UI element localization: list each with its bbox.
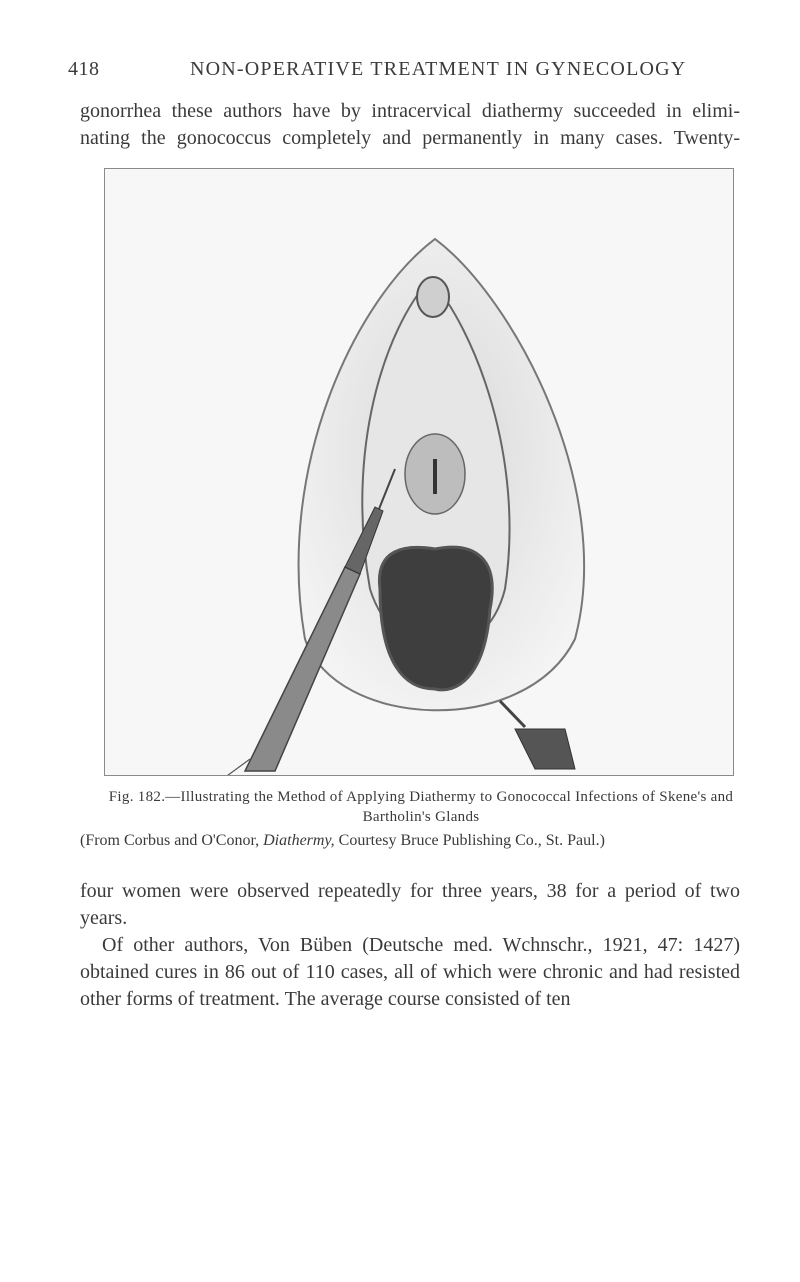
figure-caption: Fig. 182.—Illustrating the Method of Applying Diathermy to Gonococcal Infections of Skene's and Bartholin's Glands: [108, 789, 734, 825]
page-number: 418: [68, 58, 100, 80]
anatomical-drawing: [105, 169, 734, 776]
body-paragraph-1: four women were observed repeatedly for three years, 38 for a period of two years.: [80, 880, 740, 929]
body-paragraph-2: Of other authors, Von Büben (Deutsche med. Wchnschr., 1921, 47: 1427) obtained cures in 86 out of 110 cases, all of which were chronic and had resisted other forms of treatment. The average course consisted of ten: [80, 934, 740, 1010]
top-paragraph: gonorrhea these authors have by intracervical diathermy succeeded in elimi-nating the gonococcus completely and permanently in many cases. Twenty-: [80, 100, 740, 149]
figure-illustration: [104, 168, 734, 776]
running-head: NON-OPERATIVE TREATMENT IN GYNECOLOGY: [190, 58, 687, 80]
page-header: [68, 58, 728, 88]
figure-credit: (From Corbus and O'Conor, Diathermy, Courtesy Bruce Publishing Co., St. Paul.): [80, 832, 605, 849]
